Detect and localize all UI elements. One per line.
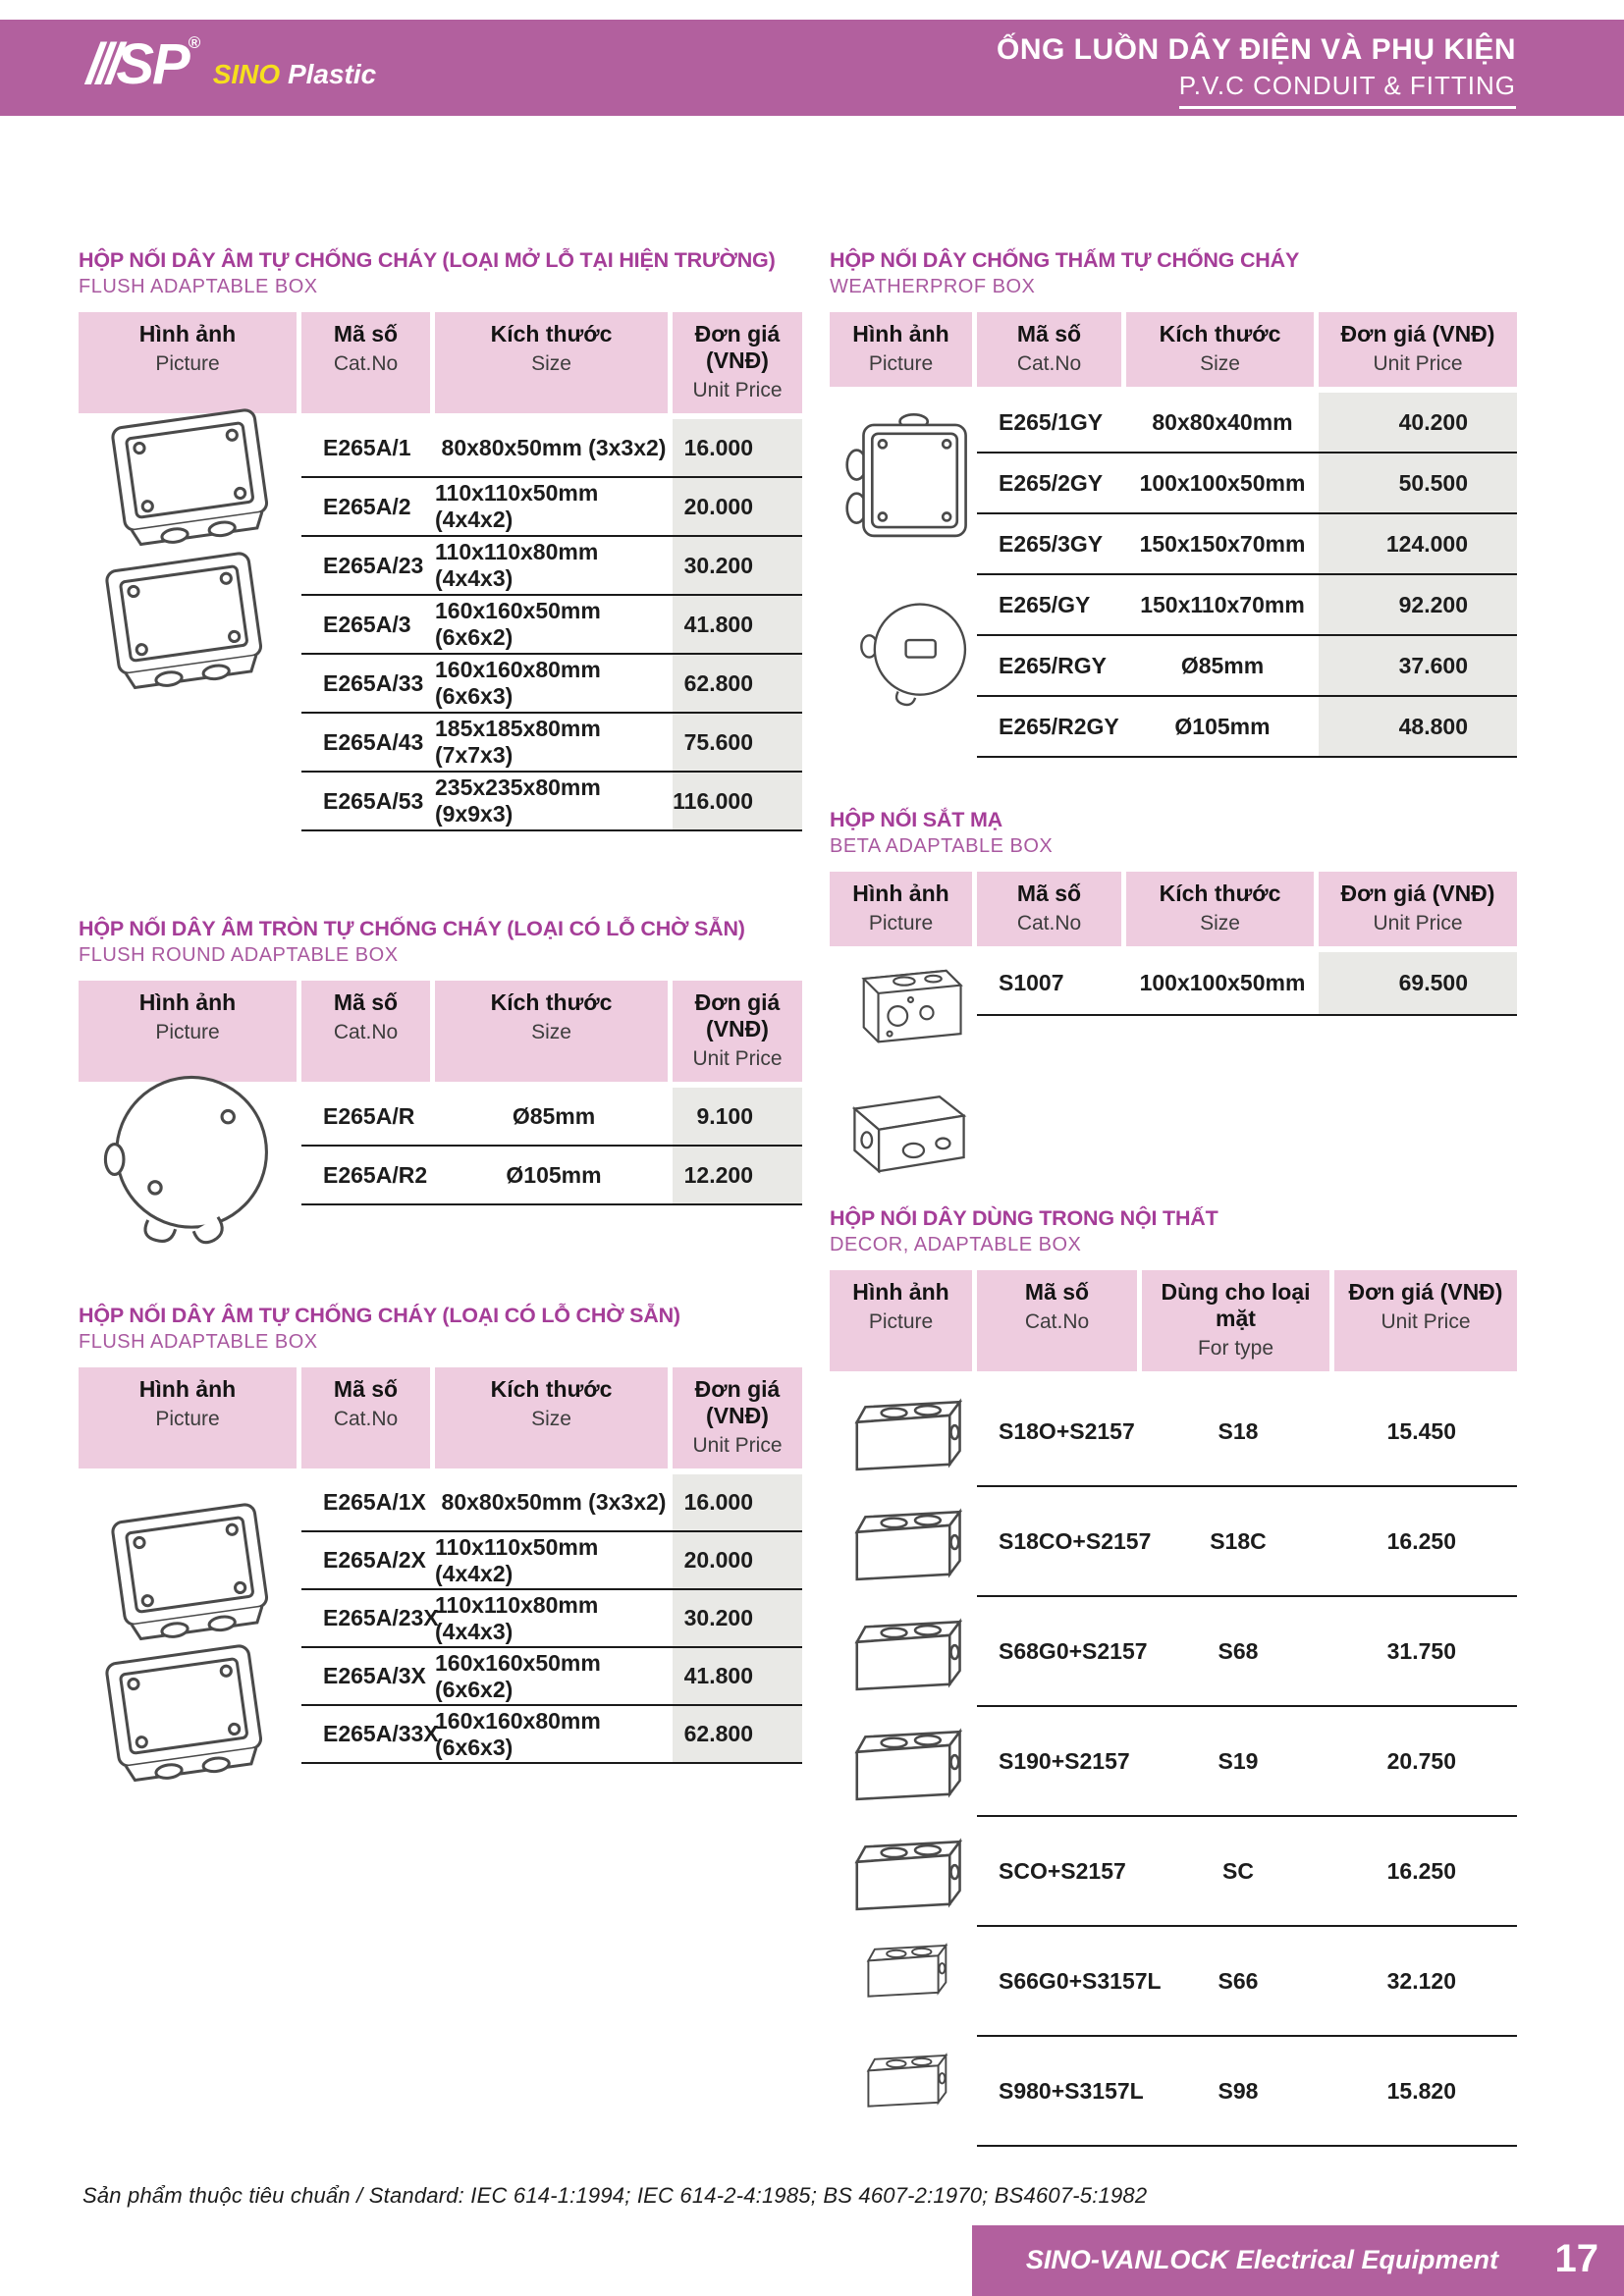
section-beta xyxy=(830,807,1517,1016)
table-row xyxy=(830,1817,1517,1927)
section-weatherproof xyxy=(830,247,1517,758)
logo-sp-text: SP xyxy=(116,32,189,96)
table-row xyxy=(830,1487,1517,1597)
cell-catno: S980+S3157L xyxy=(977,2037,1142,2147)
section-title-vi: HỘP NỐI DÂY ÂM TỰ CHỐNG CHÁY (LOẠI MỞ LỖ TẠI HIỆN TRƯỜNG) xyxy=(79,248,776,272)
cell-fortype: SC xyxy=(1142,1817,1334,1927)
section-title-en: FLUSH ADAPTABLE BOX xyxy=(79,276,318,297)
cell-catno: E265A/43 xyxy=(301,714,435,773)
cell-size: Ø85mm xyxy=(435,1088,673,1147)
cell-catno: SCO+S2157 xyxy=(977,1817,1142,1927)
cell-size: 110x110x50mm (4x4x2) xyxy=(435,478,673,537)
cell-catno: E265A/53 xyxy=(301,773,435,831)
col-picture: Hình ảnh Picture xyxy=(79,981,301,1082)
col-catno: Mã số Cat.No xyxy=(977,1270,1142,1371)
section-title-vi: HỘP NỐI DÂY DÙNG TRONG NỘI THẤT xyxy=(830,1206,1218,1230)
table-row xyxy=(79,714,802,773)
col-picture: Hình ảnh Picture xyxy=(79,312,301,413)
page-title-english: P.V.C CONDUIT & FITTING xyxy=(1179,71,1516,109)
cell-size: 160x160x50mm (6x6x2) xyxy=(435,1648,673,1706)
cell-fortype: S98 xyxy=(1142,2037,1334,2147)
section-title-en: FLUSH ROUND ADAPTABLE BOX xyxy=(79,944,399,966)
col-picture: Hình ảnh Picture xyxy=(79,1367,301,1468)
page-title xyxy=(997,33,1516,109)
cell-size: 80x80x40mm xyxy=(1126,393,1319,454)
section-decor xyxy=(830,1205,1517,2147)
header-bar xyxy=(0,20,1624,116)
cell-fortype: S18C xyxy=(1142,1487,1334,1597)
cell-catno: E265A/23 xyxy=(301,537,435,596)
footer-brand: SINO-VANLOCK Electrical Equipment xyxy=(1025,2245,1498,2274)
cell-size: Ø105mm xyxy=(435,1147,673,1205)
cell-size: 100x100x50mm xyxy=(1126,952,1319,1016)
weatherproof-square-box-drawing xyxy=(838,397,985,556)
col-price: Đơn giá (VNĐ) Unit Price xyxy=(673,1367,802,1468)
cell-fortype: S68 xyxy=(1142,1597,1334,1707)
section-title-vi: HỘP NỐI DÂY ÂM TỰ CHỐNG CHÁY (LOẠI CÓ LỖ CHỜ SẴN) xyxy=(79,1304,680,1327)
beta-box-drawing xyxy=(839,944,977,1060)
col-size: Kích thước Size xyxy=(435,1367,673,1468)
cell-price: 37.600 xyxy=(1319,636,1517,697)
cell-price: 75.600 xyxy=(673,714,802,773)
section-flush-round xyxy=(79,916,802,1205)
cell-price: 41.800 xyxy=(673,596,802,655)
cell-catno: E265A/23X xyxy=(301,1590,435,1648)
cell-price: 41.800 xyxy=(673,1648,802,1706)
cell-catno: E265A/3 xyxy=(301,596,435,655)
section-title-vi: HỘP NỐI DÂY CHỐNG THẤM TỰ CHỐNG CHÁY xyxy=(830,248,1300,272)
cell-size: 160x160x80mm (6x6x3) xyxy=(435,655,673,714)
cell-price: 69.500 xyxy=(1319,952,1517,1016)
cell-size: 110x110x80mm (4x4x3) xyxy=(435,537,673,596)
table-header xyxy=(830,1270,1517,1371)
decor-box-drawing xyxy=(832,1715,975,1809)
round-box-drawing xyxy=(92,1063,285,1255)
col-catno: Mã số Cat.No xyxy=(977,872,1126,946)
cell-price: 15.450 xyxy=(1334,1377,1517,1487)
cell-catno: E265A/2 xyxy=(301,478,435,537)
section-title-en: WEATHERPROF BOX xyxy=(830,276,1036,297)
cell-price: 62.800 xyxy=(673,655,802,714)
cell-price: 20.000 xyxy=(673,478,802,537)
decor-box-drawing xyxy=(832,1385,975,1479)
cell-price: 31.750 xyxy=(1334,1597,1517,1707)
cell-price: 20.000 xyxy=(673,1532,802,1590)
table-row xyxy=(830,2037,1517,2147)
cell-price: 116.000 xyxy=(673,773,802,831)
registered-mark: ® xyxy=(188,33,201,52)
cell-price: 124.000 xyxy=(1319,514,1517,575)
cell-catno: E265/2GY xyxy=(977,454,1126,514)
standards-note: Sản phẩm thuộc tiêu chuẩn / Standard: IEC 614-1:1994; IEC 614-2-4:1985; BS 4607-2:1970; BS4607-5:1982 xyxy=(82,2183,1148,2208)
col-picture: Hình ảnh Picture xyxy=(830,872,977,946)
cell-price: 48.800 xyxy=(1319,697,1517,758)
cell-price: 16.000 xyxy=(673,419,802,478)
table-header xyxy=(79,312,802,413)
cell-price: 12.200 xyxy=(673,1147,802,1205)
section-title-vi: HỘP NỐI SẮT MẠ xyxy=(830,808,1002,831)
cell-fortype: S18 xyxy=(1142,1377,1334,1487)
cell-price: 50.500 xyxy=(1319,454,1517,514)
table-header xyxy=(79,1367,802,1468)
cell-catno: E265/RGY xyxy=(977,636,1126,697)
cell-price: 32.120 xyxy=(1334,1927,1517,2037)
cell-catno: E265A/2X xyxy=(301,1532,435,1590)
cell-catno: E265A/33 xyxy=(301,655,435,714)
col-picture: Hình ảnh Picture xyxy=(830,1270,977,1371)
table-row xyxy=(79,773,802,831)
table-row xyxy=(830,1377,1517,1487)
beta-open-box-drawing xyxy=(836,1070,983,1193)
table-row xyxy=(830,1597,1517,1707)
cell-catno: S68G0+S2157 xyxy=(977,1597,1142,1707)
cell-size: 150x110x70mm xyxy=(1126,575,1319,636)
cell-catno: S18O+S2157 xyxy=(977,1377,1142,1487)
cell-price: 92.200 xyxy=(1319,575,1517,636)
decor-box-drawing xyxy=(832,1605,975,1699)
col-price: Đơn giá (VNĐ) Unit Price xyxy=(673,981,802,1082)
cell-size: 185x185x80mm (7x7x3) xyxy=(435,714,673,773)
cell-catno: E265A/R xyxy=(301,1088,435,1147)
page-number: 17 xyxy=(1554,2237,1598,2280)
cell-size: 110x110x50mm (4x4x2) xyxy=(435,1532,673,1590)
cell-size: 150x150x70mm xyxy=(1126,514,1319,575)
section-flush-adaptable-pre xyxy=(79,1303,802,1764)
cell-size: 160x160x50mm (6x6x2) xyxy=(435,596,673,655)
col-catno: Mã số Cat.No xyxy=(301,1367,435,1468)
col-price: Đơn giá (VNĐ) Unit Price xyxy=(1319,872,1517,946)
weatherproof-round-box-drawing xyxy=(851,593,984,711)
cell-price: 16.250 xyxy=(1334,1487,1517,1597)
col-size: Kích thước Size xyxy=(435,312,673,413)
cell-size: 160x160x80mm (6x6x3) xyxy=(435,1706,673,1764)
cell-price: 16.000 xyxy=(673,1474,802,1532)
logo-slashes-icon: /// xyxy=(86,32,117,96)
decor-box-drawing xyxy=(832,1825,975,1919)
cell-price: 16.250 xyxy=(1334,1817,1517,1927)
col-size: Kích thước Size xyxy=(435,981,673,1082)
cell-size: 80x80x50mm (3x3x2) xyxy=(435,1474,673,1532)
table-header xyxy=(830,312,1517,387)
col-catno: Mã số Cat.No xyxy=(977,312,1126,387)
flush-box-drawing xyxy=(90,1499,292,1648)
cell-size: 110x110x80mm (4x4x3) xyxy=(435,1590,673,1648)
col-picture: Hình ảnh Picture xyxy=(830,312,977,387)
cell-catno: S190+S2157 xyxy=(977,1707,1142,1817)
section-title-en: DECOR, ADAPTABLE BOX xyxy=(830,1234,1082,1255)
cell-price: 9.100 xyxy=(673,1088,802,1147)
table-body xyxy=(830,1377,1517,2147)
page-title-vietnamese: ỐNG LUỒN DÂY ĐIỆN VÀ PHỤ KIỆN xyxy=(997,33,1516,66)
col-price: Đơn giá (VNĐ) Unit Price xyxy=(1334,1270,1517,1371)
cell-catno: E265/3GY xyxy=(977,514,1126,575)
cell-catno: E265A/R2 xyxy=(301,1147,435,1205)
cell-catno: E265A/1 xyxy=(301,419,435,478)
cell-size: Ø85mm xyxy=(1126,636,1319,697)
cell-catno: E265/R2GY xyxy=(977,697,1126,758)
col-catno: Mã số Cat.No xyxy=(301,312,435,413)
decor-box-drawing xyxy=(849,1933,957,2031)
decor-box-drawing xyxy=(849,2043,957,2141)
table-header xyxy=(830,872,1517,946)
col-fortype: Dùng cho loại mặt For type xyxy=(1142,1270,1334,1371)
cell-size: Ø105mm xyxy=(1126,697,1319,758)
col-price: Đơn giá (VNĐ) Unit Price xyxy=(1319,312,1517,387)
section-title-en: BETA ADAPTABLE BOX xyxy=(830,835,1054,857)
cell-size: 80x80x50mm (3x3x2) xyxy=(435,419,673,478)
decor-box-drawing xyxy=(832,1495,975,1589)
cell-catno: S1007 xyxy=(977,952,1126,1016)
cell-size: 235x235x80mm (9x9x3) xyxy=(435,773,673,831)
cell-fortype: S66 xyxy=(1142,1927,1334,2037)
brand-logo xyxy=(86,31,376,97)
table-row xyxy=(830,1707,1517,1817)
flush-box-drawing xyxy=(84,548,286,697)
section-title-en: FLUSH ADAPTABLE BOX xyxy=(79,1331,318,1353)
table-row xyxy=(830,1927,1517,2037)
cell-catno: E265/1GY xyxy=(977,393,1126,454)
col-price: Đơn giá (VNĐ) Unit Price xyxy=(673,312,802,413)
cell-catno: E265A/33X xyxy=(301,1706,435,1764)
flush-box-drawing xyxy=(90,404,292,554)
cell-fortype: S19 xyxy=(1142,1707,1334,1817)
cell-catno: E265A/1X xyxy=(301,1474,435,1532)
cell-catno: E265/GY xyxy=(977,575,1126,636)
cell-price: 40.200 xyxy=(1319,393,1517,454)
cell-catno: E265A/3X xyxy=(301,1648,435,1706)
section-title-vi: HỘP NỐI DÂY ÂM TRÒN TỰ CHỐNG CHÁY (LOẠI CÓ LỖ CHỜ SẴN) xyxy=(79,917,745,940)
col-size: Kích thước Size xyxy=(1126,312,1319,387)
cell-size: 100x100x50mm xyxy=(1126,454,1319,514)
cell-price: 30.200 xyxy=(673,1590,802,1648)
cell-price: 15.820 xyxy=(1334,2037,1517,2147)
cell-catno: S18CO+S2157 xyxy=(977,1487,1142,1597)
flush-box-drawing xyxy=(84,1640,286,1789)
logo-sino-plastic: SINO Plastic xyxy=(212,59,377,89)
cell-catno: S66G0+S3157L xyxy=(977,1927,1142,2037)
cell-price: 62.800 xyxy=(673,1706,802,1764)
cell-price: 20.750 xyxy=(1334,1707,1517,1817)
col-size: Kích thước Size xyxy=(1126,872,1319,946)
footer-bar xyxy=(972,2225,1624,2296)
cell-price: 30.200 xyxy=(673,537,802,596)
col-catno: Mã số Cat.No xyxy=(301,981,435,1082)
section-flush-adaptable-open xyxy=(79,247,802,831)
